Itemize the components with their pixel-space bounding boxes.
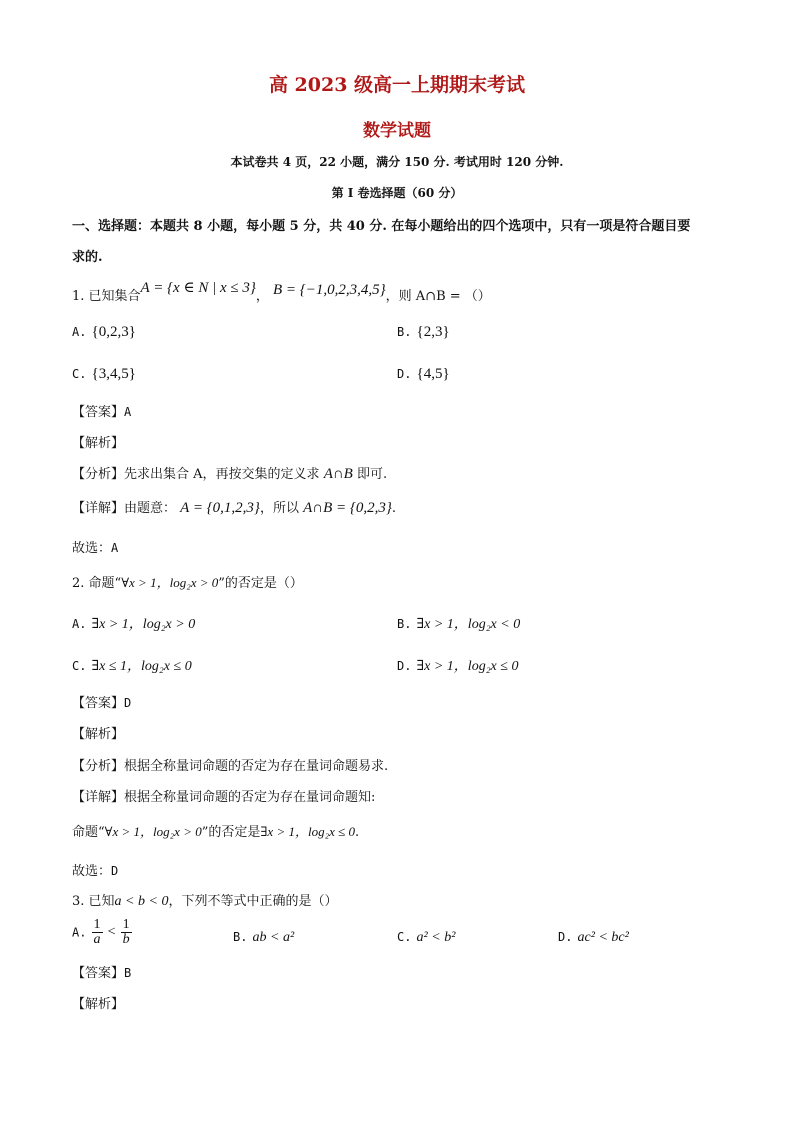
- q3-option-a: [72, 918, 132, 947]
- q1-fenxi-text: 先求出集合 A，再按交集的定义求: [124, 467, 320, 482]
- q3-tail: ，下列不等式中正确的是（）: [168, 894, 338, 909]
- q1-analysis-label: 【解析】: [72, 436, 125, 451]
- q2-proposition: ∀x > 1，log₂x > 0: [121, 575, 219, 590]
- q3-prefix: 3. 已知: [72, 894, 115, 909]
- exam-title: 高 2023 级高一上期期末考试: [268, 74, 526, 96]
- q2-line3-end: .: [355, 825, 360, 840]
- exam-subtitle: 数学试题: [363, 121, 431, 141]
- q1-option-a-value: {0,2,3}: [91, 324, 136, 340]
- q3-option-d-label: D.: [558, 930, 573, 944]
- q2-answer-label: 【答案】: [72, 696, 125, 711]
- q1-option-a-label: A.: [72, 325, 87, 339]
- q3-option-d: [558, 926, 629, 946]
- q2-detail: [72, 786, 375, 805]
- section-heading: 第 I 卷选择题（60 分）: [331, 186, 463, 200]
- q1-option-c: [72, 363, 136, 383]
- q1-detail-end: .: [391, 501, 397, 516]
- q2-choice-value: D: [111, 864, 119, 878]
- q2-option-b: [397, 613, 520, 633]
- q2-fenxi-text: 根据全称量词命题的否定为存在量词命题易求.: [124, 759, 389, 774]
- q1-option-c-label: C.: [72, 367, 87, 381]
- q2-option-a-value: ∃x > 1，log₂x > 0: [91, 617, 196, 632]
- q2-option-d-label: D.: [397, 659, 412, 673]
- q1-detail-label: 【详解】: [72, 501, 125, 516]
- q3-option-c-label: C.: [397, 930, 412, 944]
- q2-option-b-label: B.: [397, 617, 412, 631]
- q2-choice: [72, 860, 118, 879]
- q3-option-b-value: ab < a²: [252, 930, 295, 945]
- q1-fenxi-math: A∩B: [323, 466, 353, 482]
- q1-sep: ，: [255, 289, 269, 304]
- q1-fenxi: [72, 463, 387, 483]
- q1-choice-value: A: [111, 541, 119, 555]
- q1-fenxi-label: 【分析】: [72, 467, 125, 482]
- q2-detail-text: 根据全称量词命题的否定为存在量词命题知:: [124, 790, 376, 805]
- q3-condition: a < b < 0: [114, 894, 169, 909]
- q2-option-b-value: ∃x > 1，log₂x < 0: [416, 617, 521, 632]
- q1-detail-mid: ，所以: [259, 501, 299, 516]
- q1-option-b: [397, 321, 450, 341]
- q2-analysis-label: 【解析】: [72, 727, 125, 742]
- q3-option-a-fraction-left: [92, 918, 103, 947]
- q2-answer: [72, 692, 131, 711]
- q2-detail-line-2: [72, 821, 359, 840]
- q2-option-a: [72, 613, 195, 633]
- q1-stem: [72, 280, 491, 305]
- q1-set-a: A = {x ∈ N | x ≤ 3}: [140, 280, 256, 296]
- q2-option-d: [397, 655, 518, 675]
- q1-detail-math-2: A∩B = {0,2,3}: [303, 500, 392, 516]
- q3-option-a-fraction-right: [121, 918, 132, 947]
- q2-answer-value: D: [124, 696, 132, 710]
- q3-option-a-left-denominator: a: [93, 932, 101, 947]
- q3-option-a-right-denominator: b: [122, 932, 130, 947]
- q1-option-d-label: D.: [397, 367, 412, 381]
- exam-info: 本试卷共 4 页，22 小题，满分 150 分. 考试用时 120 分钟.: [230, 155, 564, 169]
- q1-set-b: B = {−1,0,2,3,4,5}: [273, 282, 386, 298]
- q3-stem: [72, 890, 337, 910]
- q2-line3-neg: ∃x > 1，log₂x ≤ 0: [260, 824, 356, 839]
- instruction-line-2: 求的.: [72, 250, 103, 265]
- q2-option-c-value: ∃x ≤ 1，log₂x ≤ 0: [91, 659, 192, 674]
- q3-answer-value: B: [124, 966, 132, 980]
- q3-answer-label: 【答案】: [72, 966, 125, 981]
- q2-option-d-value: ∃x > 1，log₂x ≤ 0: [416, 659, 519, 674]
- q1-prefix: 1. 已知集合: [72, 289, 141, 304]
- q1-fenxi-end: 即可.: [357, 467, 388, 482]
- q1-detail: [72, 497, 396, 517]
- q3-analysis-label: 【解析】: [72, 997, 125, 1012]
- instruction-line-1: 一、选择题：本题共 8 小题，每小题 5 分，共 40 分. 在每小题给出的四个选项中，只有一项是符合题目要: [72, 219, 691, 234]
- q2-stem: [72, 572, 303, 591]
- q1-option-b-value: {2,3}: [416, 324, 450, 340]
- q1-answer-value: A: [124, 405, 132, 419]
- q2-line3-a: 命题“: [72, 825, 105, 840]
- q2-fenxi: [72, 755, 388, 774]
- q2-prefix: 2. 命题“: [72, 576, 122, 591]
- q1-choice: [72, 537, 118, 556]
- q3-option-a-operator: <: [107, 924, 116, 940]
- q2-fenxi-label: 【分析】: [72, 759, 125, 774]
- q2-line3-prop: ∀x > 1，log₂x > 0: [104, 824, 202, 839]
- q3-option-b: [233, 926, 294, 946]
- q1-answer-label: 【答案】: [72, 405, 125, 420]
- q2-detail-label: 【详解】: [72, 790, 125, 805]
- q1-option-b-label: B.: [397, 325, 412, 339]
- q1-detail-math-1: A = {0,1,2,3}: [180, 500, 260, 516]
- q3-option-c-value: a² < b²: [416, 930, 456, 945]
- q2-line3-b: ”的否定是: [201, 825, 261, 840]
- q2-option-a-label: A.: [72, 617, 87, 631]
- q3-option-b-label: B.: [233, 930, 248, 944]
- q1-tail: ，则 A∩B = （）: [385, 289, 491, 304]
- q3-option-a-right-numerator: 1: [122, 917, 130, 932]
- q3-option-a-label: A.: [72, 925, 87, 940]
- q3-option-d-value: ac² < bc²: [577, 930, 629, 945]
- q2-choice-label: 故选：: [72, 864, 112, 879]
- q2-option-c: [72, 655, 192, 675]
- q1-option-c-value: {3,4,5}: [91, 366, 136, 382]
- q3-option-a-left-numerator: 1: [93, 917, 101, 932]
- q1-option-d: [397, 363, 450, 383]
- q2-tail: ”的否定是（）: [218, 576, 303, 591]
- q1-choice-label: 故选：: [72, 541, 112, 556]
- q1-option-a: [72, 321, 136, 341]
- q1-detail-text: 由题意：: [124, 501, 177, 516]
- q1-answer: [72, 401, 131, 420]
- q3-option-c: [397, 926, 455, 946]
- q1-option-d-value: {4,5}: [416, 366, 450, 382]
- q2-option-c-label: C.: [72, 659, 87, 673]
- q3-answer: [72, 962, 131, 981]
